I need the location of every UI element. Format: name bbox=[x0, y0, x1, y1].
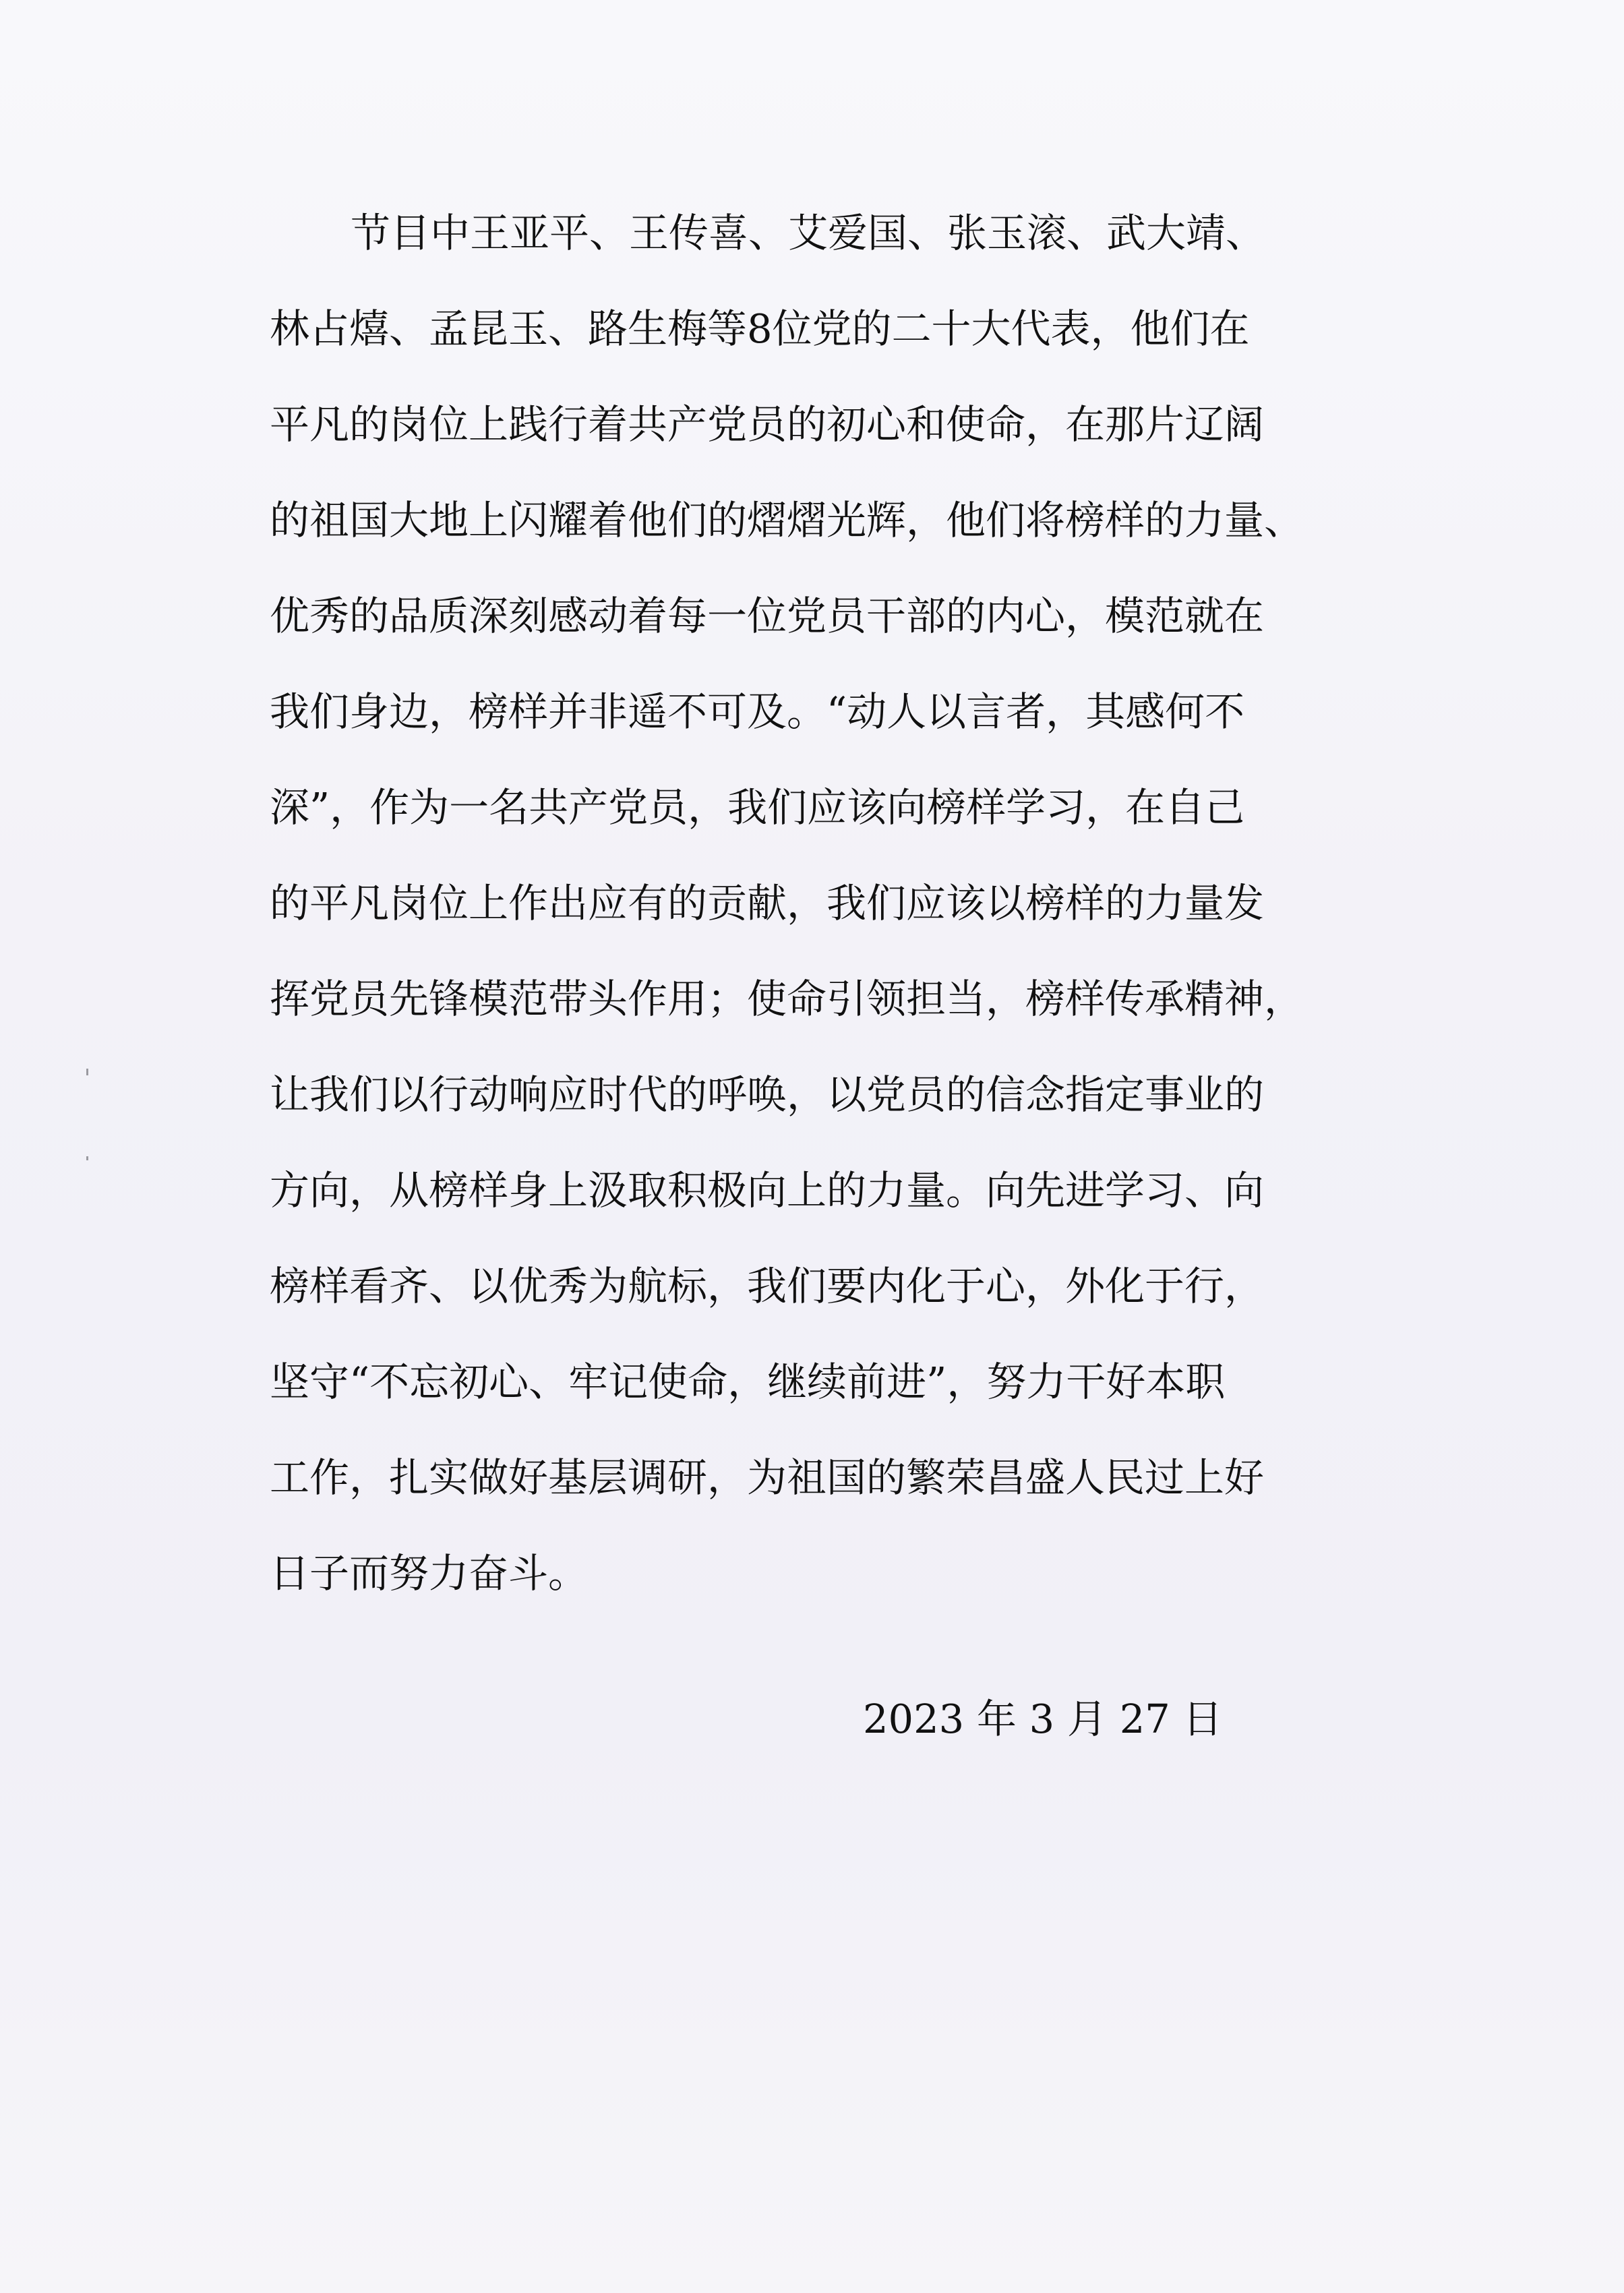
paragraph-line: 我们身边，榜样并非遥不可及。“动人以言者，其感何不 bbox=[270, 688, 1245, 735]
paragraph-line: 工作，扎实做好基层调研，为祖国的繁荣昌盛人民过上好 bbox=[270, 1454, 1265, 1501]
paragraph-line: 方向，从榜样身上汲取积极向上的力量。向先进学习、向 bbox=[270, 1167, 1265, 1214]
paragraph-line: 让我们以行动响应时代的呼唤，以党员的信念指定事业的 bbox=[270, 1071, 1265, 1118]
paragraph-line: 挥党员先锋模范带头作用；使命引领担当，榜样传承精神， bbox=[270, 976, 1304, 1022]
paragraph-line: 的祖国大地上闪耀着他们的熠熠光辉，他们将榜样的力量、 bbox=[270, 497, 1304, 543]
paragraph-line: 优秀的品质深刻感动着每一位党员干部的内心，模范就在 bbox=[270, 593, 1265, 639]
scan-speck bbox=[86, 1069, 88, 1075]
paragraph-line: 林占熺、孟昆玉、路生梅等8位党的二十大代表，他们在 bbox=[270, 305, 1250, 352]
paragraph-line: 深”，作为一名共产党员，我们应该向榜样学习，在自己 bbox=[270, 784, 1245, 831]
document-date: 2023 年 3 月 27 日 bbox=[863, 1696, 1223, 1742]
paragraph-line: 日子而努力奋斗。 bbox=[270, 1550, 589, 1597]
paragraph-line: 榜样看齐、以优秀为航标，我们要内化于心，外化于行， bbox=[270, 1263, 1265, 1309]
paragraph-line: 平凡的岗位上践行着共产党员的初心和使命，在那片辽阔 bbox=[270, 401, 1265, 448]
body-paragraph bbox=[270, 185, 1429, 1621]
scan-speck bbox=[86, 1156, 88, 1160]
paragraph-line: 的平凡岗位上作出应有的贡献，我们应该以榜样的力量发 bbox=[270, 880, 1265, 926]
paragraph-line: 节目中王亚平、王传喜、艾爱国、张玉滚、武大靖、 bbox=[351, 210, 1266, 256]
paragraph-line: 坚守“不忘初心、牢记使命，继续前进”，努力干好本职 bbox=[270, 1359, 1226, 1405]
